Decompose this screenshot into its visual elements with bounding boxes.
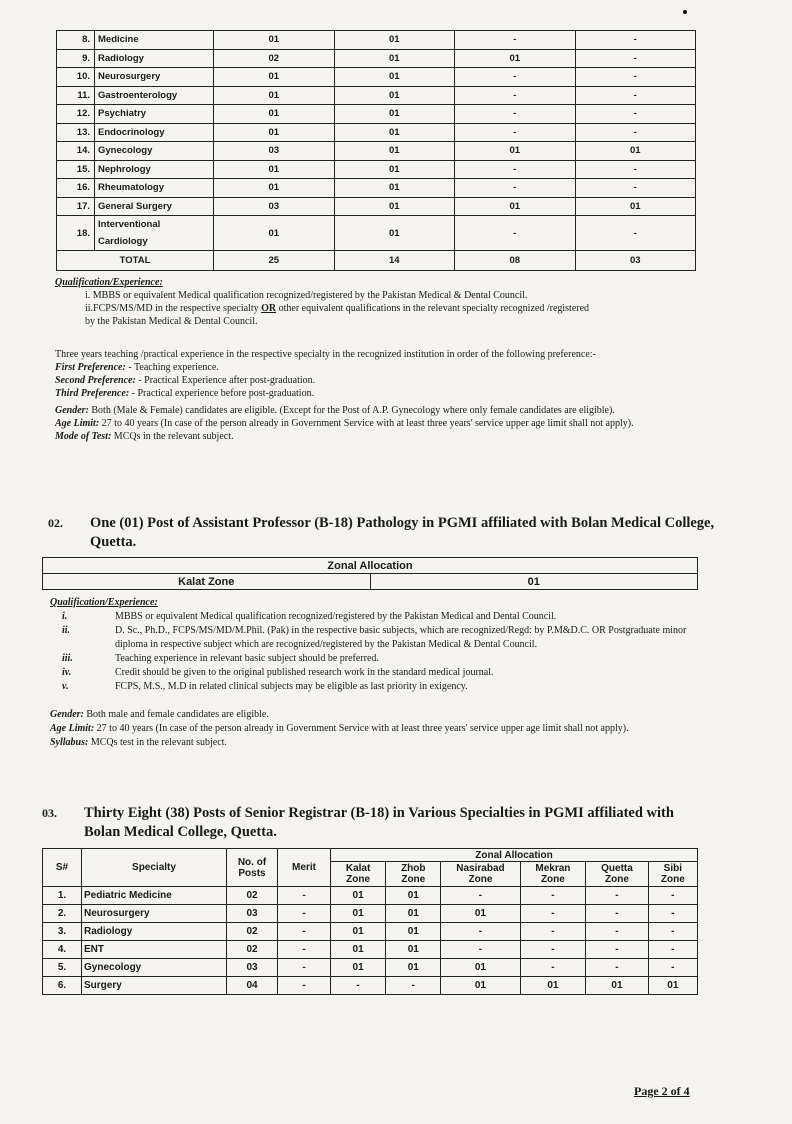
sibi-cell: 01: [648, 977, 697, 995]
value-cell: 01: [214, 86, 335, 105]
merit-cell: -: [278, 887, 331, 905]
header-specialty: Specialty: [82, 849, 227, 887]
item-text: D. Sc., Ph.D., FCPS/MS/MD/M.Phil. (Pak) in the respective basic subjects, which are recognized/Regd: by P.M&D.C. OR Postgraduate minor diploma in respective subject which are recognized/registered by the Pakistan Medical & Dental Council.: [115, 625, 687, 650]
header-merit: Merit: [278, 849, 331, 887]
value-cell: -: [455, 123, 576, 142]
header-sibi: Sibi Zone: [648, 862, 697, 887]
header-sn: S#: [43, 849, 82, 887]
table-row: [43, 923, 698, 941]
qualification-item: i. MBBS or equivalent Medical qualification recognized/registered by the Pakistan Medical & Dental Council.: [85, 290, 528, 301]
nasirabad-cell: 01: [441, 977, 520, 995]
quetta-cell: -: [586, 905, 648, 923]
serial-cell: 4.: [43, 941, 82, 959]
senior-registrar-table: [42, 848, 698, 995]
value-cell: -: [455, 179, 576, 198]
mekran-cell: -: [520, 887, 586, 905]
table-row: [57, 68, 696, 87]
specialty-cell: General Surgery: [95, 197, 214, 216]
quetta-cell: -: [586, 959, 648, 977]
item-text: Credit should be given to the original published research work in the standard medical journal.: [115, 667, 494, 678]
item-number: iii.: [62, 653, 73, 664]
kalat-cell: 01: [331, 959, 386, 977]
table-row: [57, 105, 696, 124]
nasirabad-cell: 01: [441, 959, 520, 977]
value-cell: -: [575, 86, 696, 105]
value-cell: -: [455, 216, 576, 251]
serial-cell: 9.: [57, 49, 95, 68]
value-cell: -: [575, 105, 696, 124]
serial-cell: 2.: [43, 905, 82, 923]
total-row: [57, 251, 696, 271]
table-row: [43, 887, 698, 905]
value-cell: -: [575, 68, 696, 87]
value-cell: 03: [214, 142, 335, 161]
merit-cell: -: [278, 959, 331, 977]
value-cell: 01: [334, 123, 455, 142]
posts-cell: 02: [227, 923, 278, 941]
section-number: 03.: [42, 806, 57, 820]
value-cell: 01: [334, 86, 455, 105]
total-value: 25: [214, 251, 335, 271]
specialty-cell: Radiology: [95, 49, 214, 68]
table-row: [57, 179, 696, 198]
table-row: [43, 941, 698, 959]
value-cell: -: [575, 179, 696, 198]
specialty-cell: Interventional Cardiology: [95, 216, 214, 251]
posts-cell: 02: [227, 887, 278, 905]
quetta-cell: -: [586, 941, 648, 959]
nasirabad-cell: -: [441, 941, 520, 959]
mekran-cell: -: [520, 905, 586, 923]
quetta-cell: -: [586, 887, 648, 905]
specialty-cell: Neurosurgery: [82, 905, 227, 923]
specialty-cell: Radiology: [82, 923, 227, 941]
serial-cell: 16.: [57, 179, 95, 198]
value-cell: 01: [575, 197, 696, 216]
mekran-cell: 01: [520, 977, 586, 995]
merit-cell: -: [278, 977, 331, 995]
value-cell: 01: [455, 197, 576, 216]
qualification-heading: Qualification/Experience:: [55, 277, 163, 288]
serial-cell: 17.: [57, 197, 95, 216]
item-text: FCPS, M.S., M.D in related clinical subjects may be eligible as last priority in exigency.: [115, 681, 468, 692]
specialty-allocation-table: [56, 30, 696, 271]
specialty-cell: Gynecology: [82, 959, 227, 977]
header-posts: No. of Posts: [227, 849, 278, 887]
gender-line: Gender: Both male and female candidates are eligible.: [50, 709, 269, 720]
kalat-cell: 01: [331, 941, 386, 959]
posts-cell: 03: [227, 905, 278, 923]
header-kalat: Kalat Zone: [331, 862, 386, 887]
experience-intro: Three years teaching /practical experience in the respective specialty in the recognized institution in order of the following preference:-: [55, 349, 596, 360]
value-cell: 01: [334, 142, 455, 161]
qualification-block-2: [50, 596, 700, 750]
value-cell: -: [455, 31, 576, 50]
merit-cell: -: [278, 941, 331, 959]
value-cell: 01: [334, 197, 455, 216]
zhob-cell: 01: [386, 941, 441, 959]
zone-value: 01: [370, 574, 698, 590]
kalat-cell: -: [331, 977, 386, 995]
value-cell: 01: [214, 216, 335, 251]
qualification-item: ii.FCPS/MS/MD in the respective specialty OR other equivalent qualifications in the relevant specialty recognized /registered: [85, 303, 590, 314]
merit-cell: -: [278, 923, 331, 941]
kalat-cell: 01: [331, 887, 386, 905]
value-cell: 01: [334, 179, 455, 198]
preference-line: Third Preference: - Practical experience before post-graduation.: [55, 388, 315, 399]
serial-cell: 13.: [57, 123, 95, 142]
scan-speck: [683, 10, 687, 14]
qualification-item: [50, 624, 700, 652]
header-zonal: Zonal Allocation: [331, 849, 698, 862]
total-value: 14: [334, 251, 455, 271]
nasirabad-cell: -: [441, 923, 520, 941]
syllabus-line: Syllabus: MCQs test in the relevant subject.: [50, 737, 227, 748]
mekran-cell: -: [520, 941, 586, 959]
section-title: Thirty Eight (38) Posts of Senior Registrar (B-18) in Various Specialties in PGMI affiliated with Bolan Medical College, Quetta.: [84, 805, 674, 840]
item-number: v.: [62, 681, 69, 692]
preference-line: Second Preference: - Practical Experience after post-graduation.: [55, 375, 316, 386]
zhob-cell: 01: [386, 887, 441, 905]
specialty-cell: Gynecology: [95, 142, 214, 161]
value-cell: 01: [334, 160, 455, 179]
quetta-cell: -: [586, 923, 648, 941]
table-row: [57, 142, 696, 161]
nasirabad-cell: 01: [441, 905, 520, 923]
specialty-cell: Gastroenterology: [95, 86, 214, 105]
value-cell: -: [455, 160, 576, 179]
header-nasirabad: Nasirabad Zone: [441, 862, 520, 887]
quetta-cell: 01: [586, 977, 648, 995]
specialty-cell: Surgery: [82, 977, 227, 995]
total-value: 08: [455, 251, 576, 271]
age-limit-line: Age Limit: 27 to 40 years (In case of the person already in Government Service with at least three years' service upper age limit shall not apply).: [55, 418, 634, 429]
value-cell: -: [455, 105, 576, 124]
mekran-cell: -: [520, 923, 586, 941]
value-cell: 01: [334, 105, 455, 124]
value-cell: -: [575, 49, 696, 68]
serial-cell: 12.: [57, 105, 95, 124]
serial-cell: 18.: [57, 216, 95, 251]
value-cell: 01: [455, 142, 576, 161]
table-row: [57, 160, 696, 179]
table-row: [43, 905, 698, 923]
serial-cell: 14.: [57, 142, 95, 161]
table-row: [57, 31, 696, 50]
qualification-heading: Qualification/Experience:: [50, 597, 158, 608]
serial-cell: 10.: [57, 68, 95, 87]
preference-line: First Preference: - Teaching experience.: [55, 362, 219, 373]
value-cell: 01: [575, 142, 696, 161]
serial-cell: 6.: [43, 977, 82, 995]
value-cell: 01: [334, 49, 455, 68]
specialty-cell: Nephrology: [95, 160, 214, 179]
zhob-cell: 01: [386, 923, 441, 941]
value-cell: 01: [214, 31, 335, 50]
nasirabad-cell: -: [441, 887, 520, 905]
zonal-allocation-table: [42, 557, 698, 590]
header-mekran: Mekran Zone: [520, 862, 586, 887]
total-label: TOTAL: [57, 251, 214, 271]
table-row: [43, 959, 698, 977]
section-title: One (01) Post of Assistant Professor (B-18) Pathology in PGMI affiliated with Bolan Medical College, Quetta.: [90, 515, 715, 550]
section-2-heading: [48, 514, 718, 552]
item-number: ii.: [62, 625, 71, 636]
value-cell: -: [455, 68, 576, 87]
value-cell: 01: [334, 31, 455, 50]
qualification-item: [50, 666, 700, 680]
qualification-item-cont: by the Pakistan Medical & Dental Council.: [85, 316, 258, 327]
posts-cell: 02: [227, 941, 278, 959]
value-cell: -: [575, 31, 696, 50]
table-row: [57, 49, 696, 68]
posts-cell: 04: [227, 977, 278, 995]
value-cell: 02: [214, 49, 335, 68]
header-zhob: Zhob Zone: [386, 862, 441, 887]
serial-cell: 5.: [43, 959, 82, 977]
table-row: [57, 216, 696, 251]
item-number: i.: [62, 611, 68, 622]
sibi-cell: -: [648, 905, 697, 923]
item-text: MBBS or equivalent Medical qualification recognized/registered by the Pakistan Medical and Dental Council.: [115, 611, 557, 622]
mekran-cell: -: [520, 959, 586, 977]
section-number: 02.: [48, 516, 63, 530]
zhob-cell: 01: [386, 905, 441, 923]
experience-block-1: [55, 348, 705, 443]
merit-cell: -: [278, 905, 331, 923]
value-cell: -: [455, 86, 576, 105]
table-row: [57, 197, 696, 216]
qualification-block-1: [55, 276, 705, 328]
section-3-heading: [42, 804, 712, 842]
serial-cell: 11.: [57, 86, 95, 105]
value-cell: 01: [334, 68, 455, 87]
qualification-item: [50, 680, 700, 694]
sibi-cell: -: [648, 887, 697, 905]
gender-line: Gender: Both (Male & Female) candidates are eligible. (Except for the Post of A.P. Gynecology where only female candidates are eligible).: [55, 405, 615, 416]
sibi-cell: -: [648, 941, 697, 959]
total-value: 03: [575, 251, 696, 271]
age-limit-line: Age Limit: 27 to 40 years (In case of the person already in Government Service with at least three years' service upper age limit shall not apply).: [50, 723, 629, 734]
value-cell: 01: [214, 160, 335, 179]
value-cell: -: [575, 123, 696, 142]
table-row: [43, 977, 698, 995]
mode-of-test-line: Mode of Test: MCQs in the relevant subject.: [55, 431, 234, 442]
serial-cell: 1.: [43, 887, 82, 905]
value-cell: 01: [214, 123, 335, 142]
value-cell: 01: [214, 68, 335, 87]
qualification-item: [50, 652, 700, 666]
serial-cell: 15.: [57, 160, 95, 179]
value-cell: -: [575, 160, 696, 179]
specialty-cell: Neurosurgery: [95, 68, 214, 87]
sibi-cell: -: [648, 959, 697, 977]
serial-cell: 8.: [57, 31, 95, 50]
value-cell: 03: [214, 197, 335, 216]
specialty-cell: Psychiatry: [95, 105, 214, 124]
value-cell: -: [575, 216, 696, 251]
posts-cell: 03: [227, 959, 278, 977]
kalat-cell: 01: [331, 923, 386, 941]
specialty-cell: Endocrinology: [95, 123, 214, 142]
specialty-cell: ENT: [82, 941, 227, 959]
value-cell: 01: [334, 216, 455, 251]
specialty-cell: Pediatric Medicine: [82, 887, 227, 905]
table-row: [57, 123, 696, 142]
zonal-header: Zonal Allocation: [43, 558, 698, 574]
serial-cell: 3.: [43, 923, 82, 941]
zone-name: Kalat Zone: [43, 574, 371, 590]
zhob-cell: 01: [386, 959, 441, 977]
value-cell: 01: [214, 179, 335, 198]
value-cell: 01: [455, 49, 576, 68]
page-number: Page 2 of 4: [634, 1084, 690, 1098]
value-cell: 01: [214, 105, 335, 124]
table-row: [57, 86, 696, 105]
kalat-cell: 01: [331, 905, 386, 923]
qualification-item: [50, 610, 700, 624]
specialty-cell: Rheumatology: [95, 179, 214, 198]
specialty-cell: Medicine: [95, 31, 214, 50]
sibi-cell: -: [648, 923, 697, 941]
zhob-cell: -: [386, 977, 441, 995]
item-text: Teaching experience in relevant basic subject should be preferred.: [115, 653, 379, 664]
item-number: iv.: [62, 667, 72, 678]
header-quetta: Quetta Zone: [586, 862, 648, 887]
